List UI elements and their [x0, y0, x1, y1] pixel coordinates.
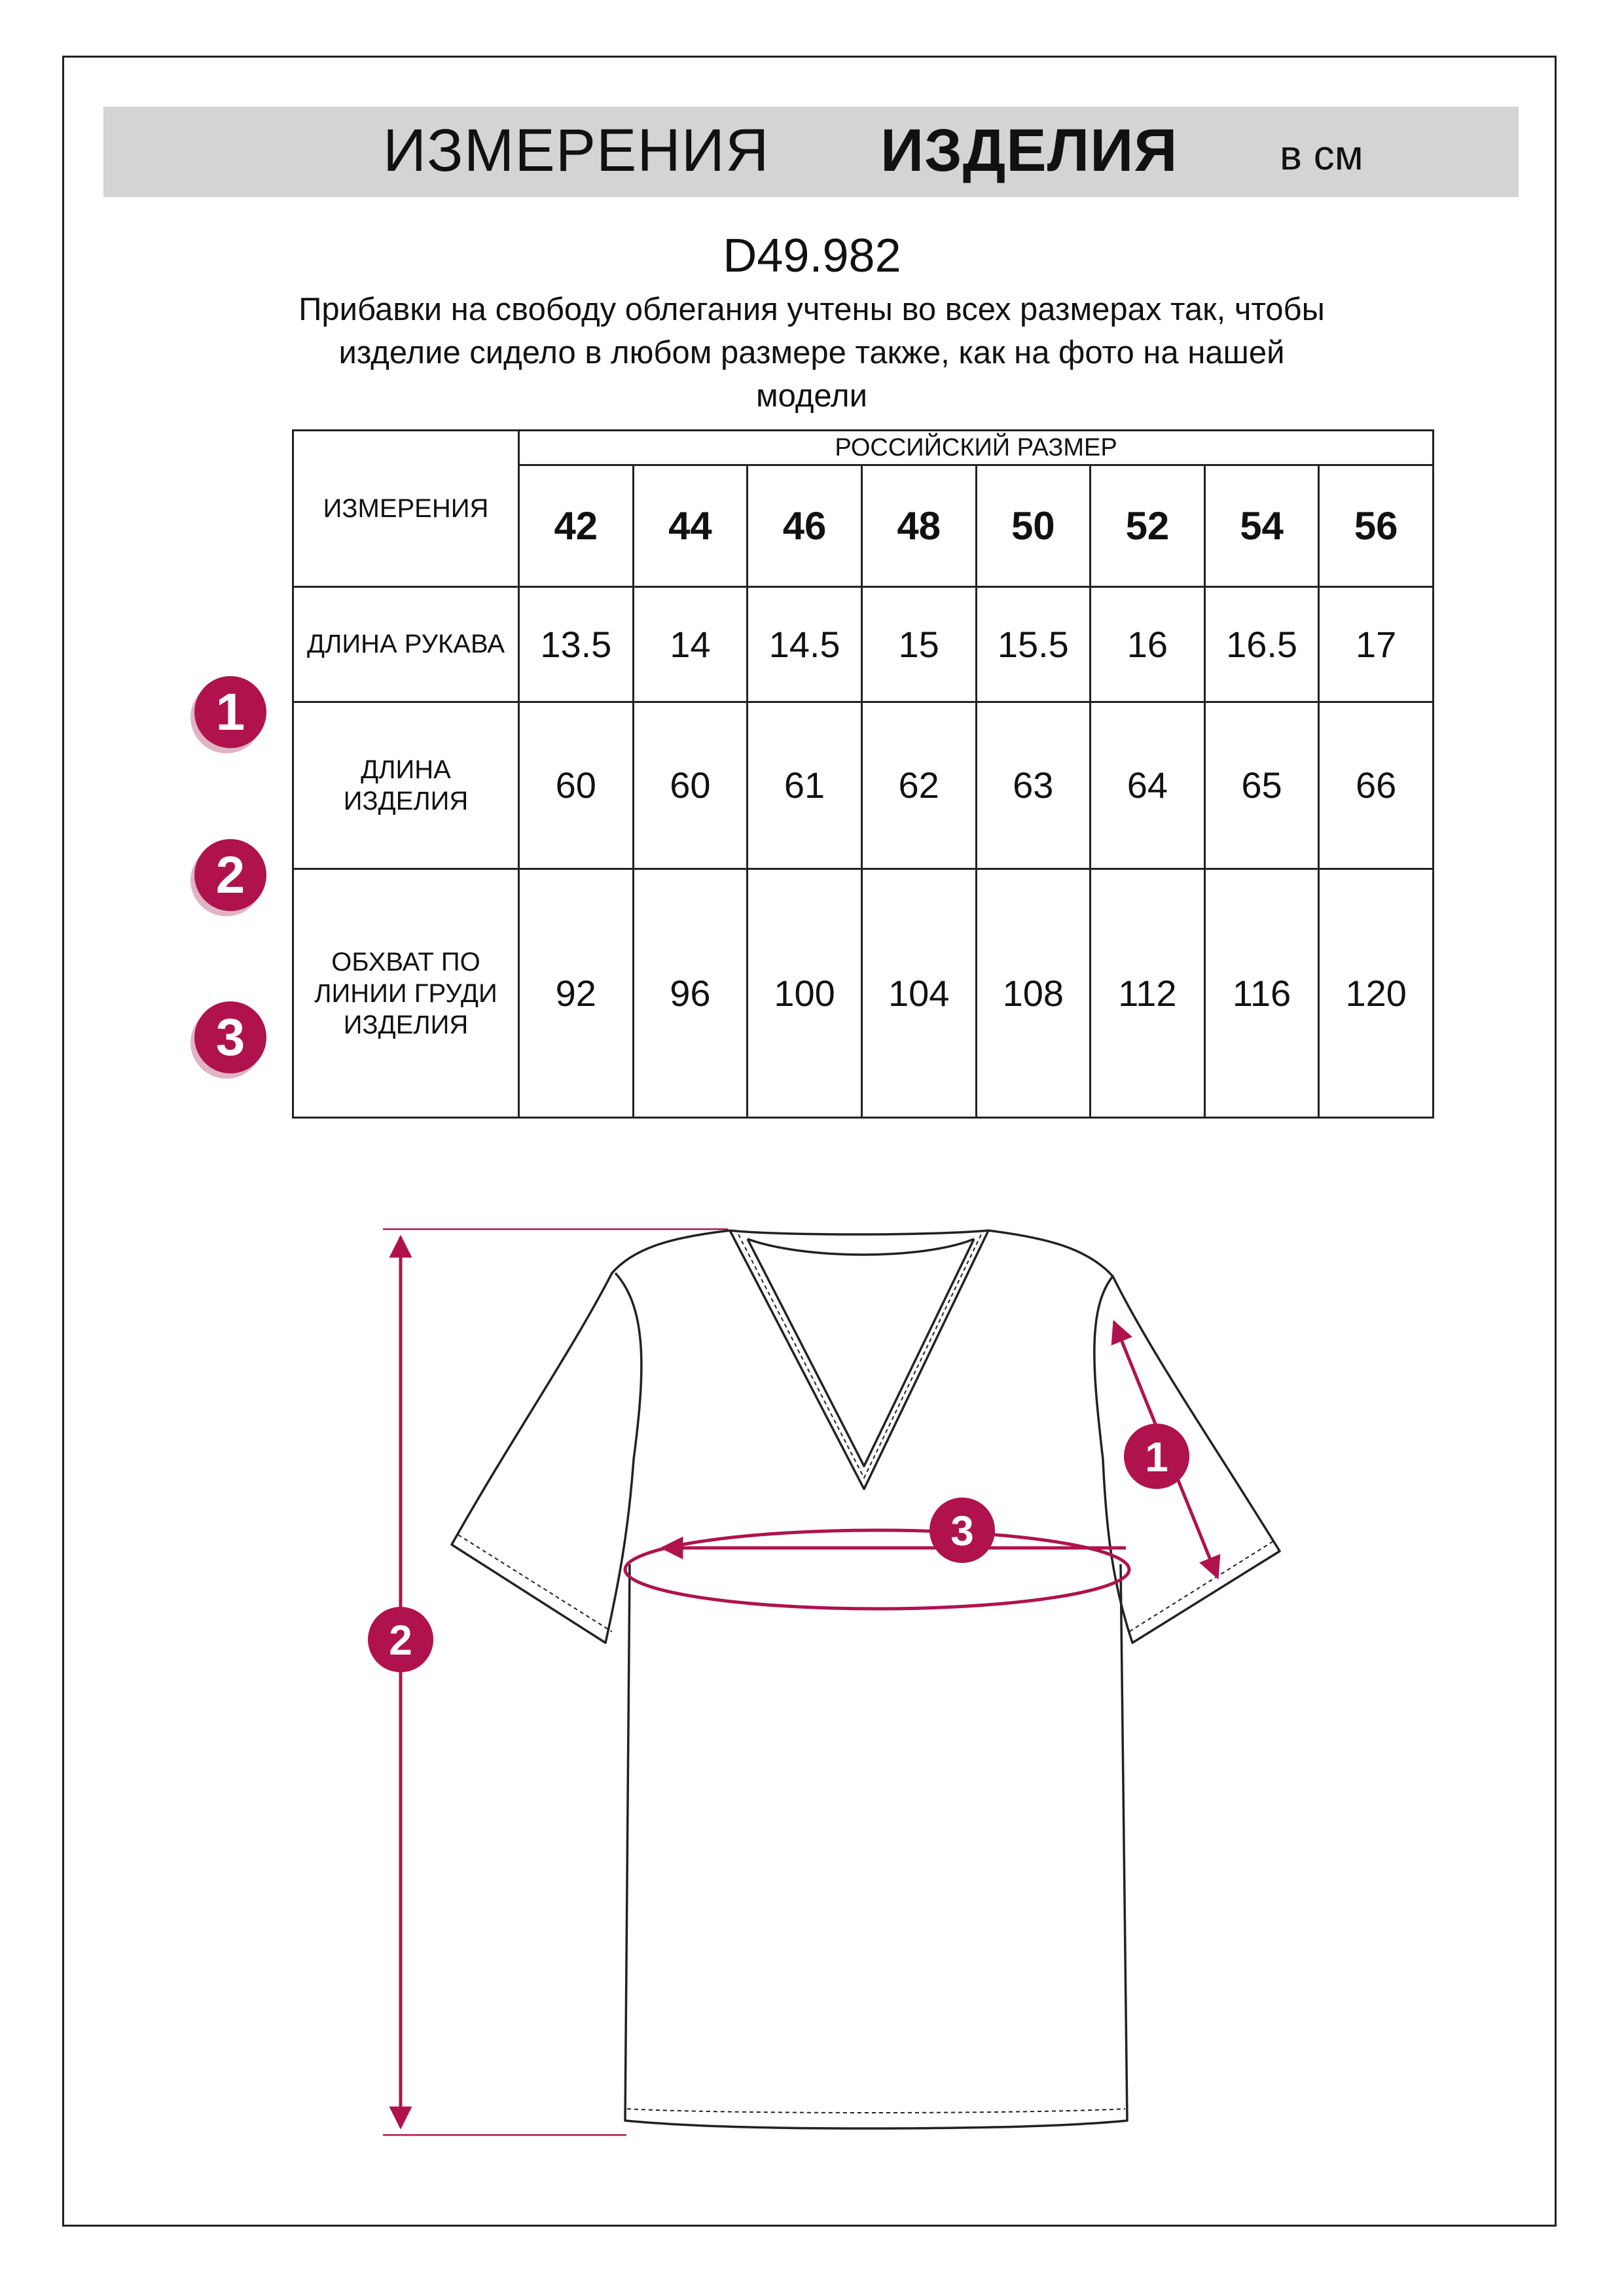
- table-cell: 16: [1091, 586, 1205, 702]
- size-cell: 42: [519, 465, 634, 587]
- measure-guides: [383, 1229, 728, 2135]
- table-cell: 66: [1319, 702, 1434, 869]
- size-cell: 46: [748, 465, 862, 587]
- marker-sleeve-number: 1: [1145, 1433, 1168, 1480]
- row-label-line: ЛИНИИ ГРУДИ: [314, 978, 497, 1008]
- title-bold: ИЗДЕЛИЯ: [880, 117, 1178, 184]
- row-label-line: ДЛИНА: [361, 755, 451, 784]
- table-cell: 63: [976, 702, 1091, 869]
- table-cell: 104: [861, 869, 976, 1118]
- table-cell: 116: [1204, 869, 1319, 1118]
- table-cell: 112: [1091, 869, 1205, 1118]
- row-label-line: ИЗДЕЛИЯ: [343, 1010, 469, 1039]
- marker-chest: [929, 1498, 995, 1563]
- marker-chest-number: 3: [950, 1507, 974, 1554]
- table-cell: 62: [861, 702, 976, 869]
- badge-sleeve-length: 1: [194, 676, 266, 748]
- table-cell: 15: [861, 586, 976, 702]
- tshirt-stitching: [458, 1234, 1273, 2113]
- table-cell: 92: [519, 869, 634, 1118]
- table-cell: 65: [1204, 702, 1319, 869]
- fit-note-line: изделие сидело в любом размере также, как на фото на нашей: [338, 335, 1285, 370]
- tshirt-outline: [452, 1230, 1280, 2128]
- fit-note-line: модели: [755, 378, 868, 414]
- chest-girth-ellipse: [625, 1530, 1129, 1609]
- row-label-line: ОБХВАТ ПО: [331, 947, 480, 977]
- table-cell: 96: [633, 869, 748, 1118]
- marker-length-number: 2: [389, 1617, 412, 1664]
- title-unit: в см: [1280, 132, 1363, 179]
- size-cell: 54: [1204, 465, 1319, 587]
- measure-header: ИЗМЕРЕНИЯ: [293, 431, 519, 587]
- table-cell: 15.5: [976, 586, 1091, 702]
- badge-chest-girth: 3: [194, 1001, 266, 1073]
- table-cell: 60: [519, 702, 634, 869]
- article-number: D49.982: [723, 230, 901, 282]
- size-cell: 48: [861, 465, 976, 587]
- table-cell: 108: [976, 869, 1091, 1118]
- fit-note-line: Прибавки на свободу облегания учтены во всех размерах так, чтобы: [298, 292, 1325, 327]
- table-cell: 120: [1319, 869, 1434, 1118]
- table-cell: 14.5: [748, 586, 862, 702]
- size-cell: 44: [633, 465, 748, 587]
- size-cell: 56: [1319, 465, 1434, 587]
- table-cell: 61: [748, 702, 862, 869]
- marker-length: [368, 1607, 433, 1672]
- table-cell: 17: [1319, 586, 1434, 702]
- badge-garment-length: 2: [194, 839, 266, 911]
- table-cell: 16.5: [1204, 586, 1319, 702]
- table-cell: 100: [748, 869, 862, 1118]
- table-cell: 64: [1091, 702, 1205, 869]
- size-cell: 50: [976, 465, 1091, 587]
- marker-sleeve: [1124, 1424, 1189, 1489]
- table-cell: 14: [633, 586, 748, 702]
- row-label-line: ДЛИНА РУКАВА: [307, 630, 505, 659]
- title-regular: ИЗМЕРЕНИЯ: [383, 117, 770, 184]
- size-group-header: РОССИЙСКИЙ РАЗМЕР: [519, 431, 1434, 465]
- row-label-line: ИЗДЕЛИЯ: [343, 786, 469, 816]
- size-cell: 52: [1091, 465, 1205, 587]
- table-cell: 60: [633, 702, 748, 869]
- table-cell: 13.5: [519, 586, 634, 702]
